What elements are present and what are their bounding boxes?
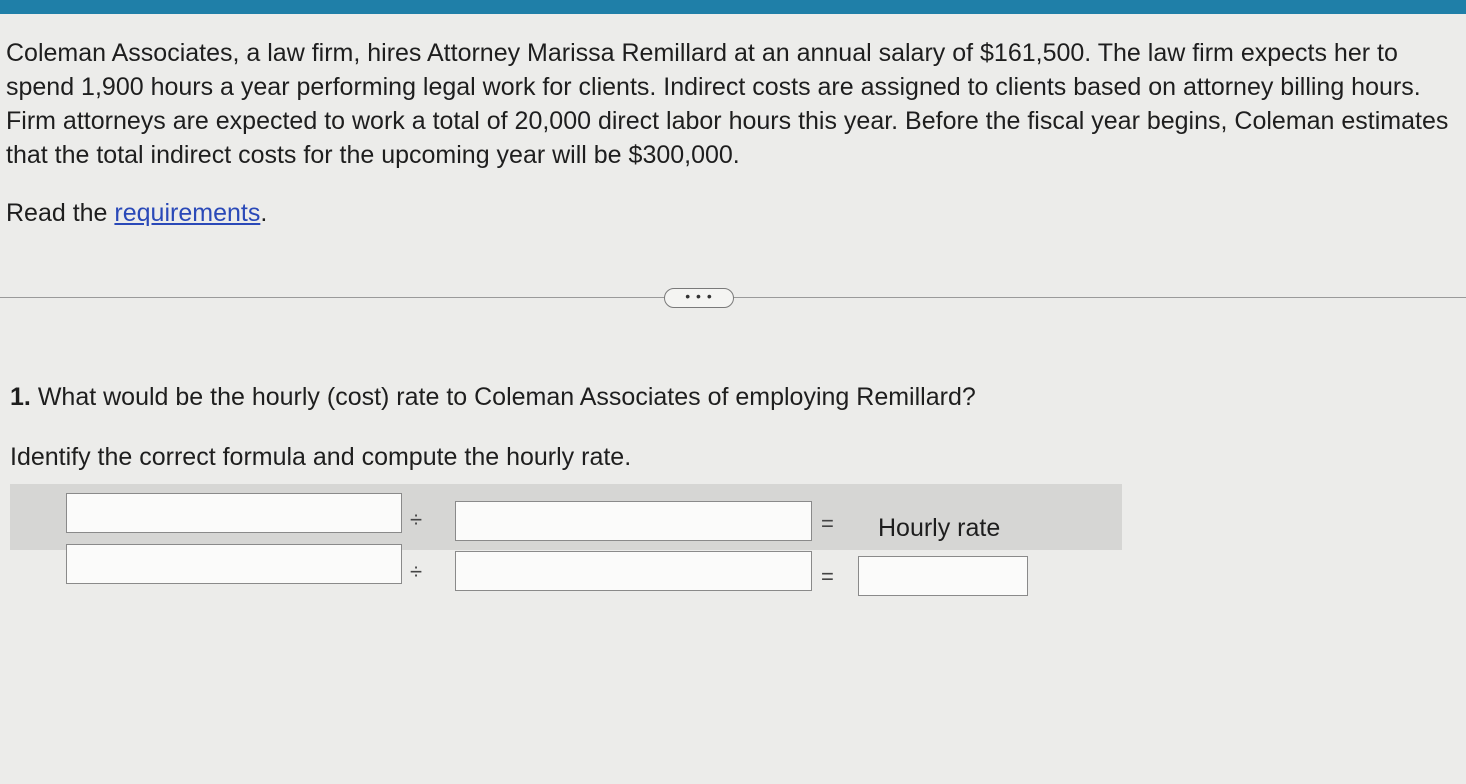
equals-operator: =	[821, 564, 834, 589]
numerator-input[interactable]	[66, 544, 402, 584]
formula-numerator-select[interactable]	[66, 493, 402, 533]
read-suffix: .	[260, 199, 268, 227]
problem-statement: Coleman Associates, a law firm, hires Attorney Marissa Remillard at an annual salary of $161,500. The law firm expects her to spend 1,900 hours a year performing legal work for clients. Indirect costs are assigned to clients based on attorney billing hours. Firm attorneys are expected to work a total of 20,000 direct labor hours this year. Before the fiscal year begins, Coleman estimates that the total indirect costs for the upcoming year will be $300,000.	[6, 39, 1449, 169]
divide-operator: ÷	[410, 559, 423, 584]
hourly-rate-input[interactable]	[858, 556, 1028, 596]
question-1	[10, 380, 976, 414]
formula-denominator-select[interactable]	[455, 501, 812, 541]
requirements-link[interactable]: requirements	[114, 199, 261, 227]
top-bar	[0, 0, 1466, 14]
read-requirements-line	[6, 196, 267, 230]
denominator-input[interactable]	[455, 551, 812, 591]
equals-operator: =	[821, 511, 834, 536]
expand-more-button[interactable]: • • •	[664, 288, 734, 308]
divide-operator: ÷	[410, 507, 423, 532]
read-prefix: Read the	[6, 199, 108, 227]
question-text: What would be the hourly (cost) rate to Coleman Associates of employing Remillard?	[37, 383, 976, 411]
question-number: 1.	[10, 383, 31, 411]
hourly-rate-label: Hourly rate	[878, 514, 1001, 542]
instruction-text: Identify the correct formula and compute the hourly rate.	[10, 443, 632, 471]
